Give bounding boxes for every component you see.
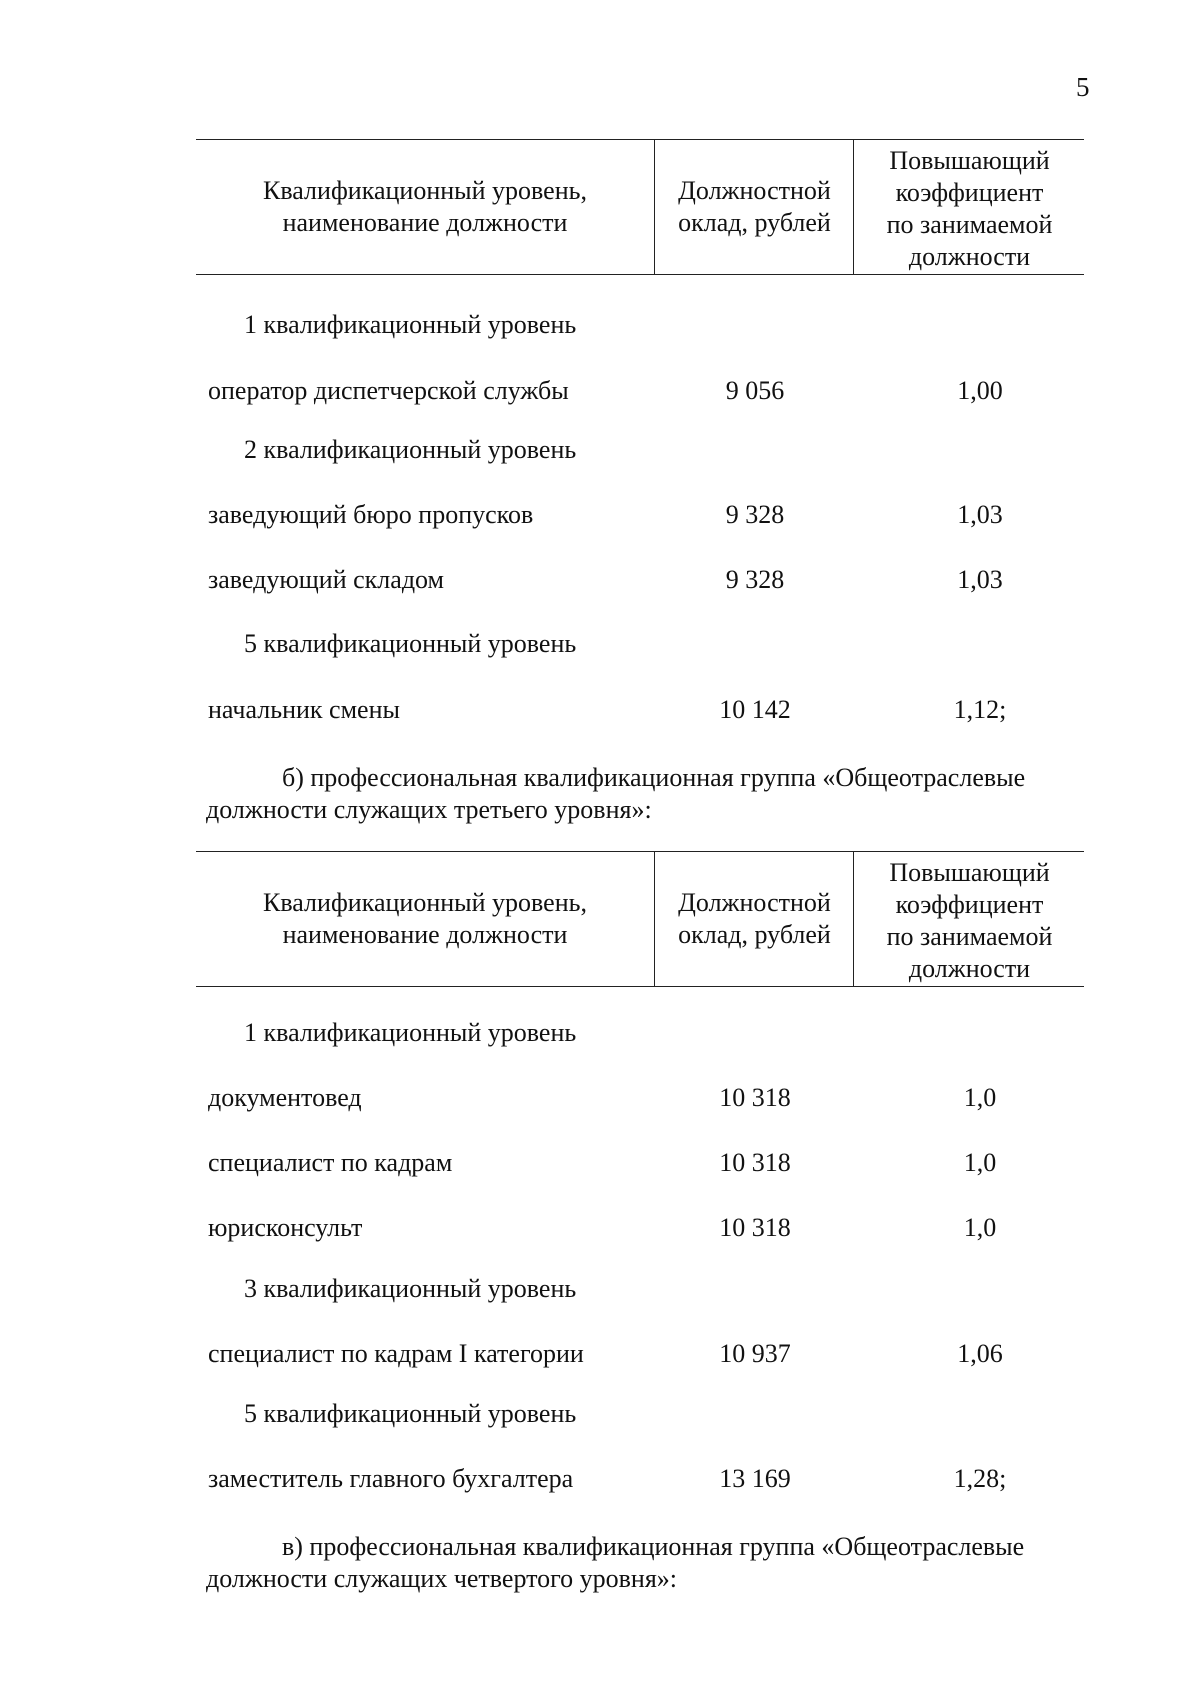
position-name: заведующий бюро пропусков bbox=[208, 500, 534, 529]
salary-value: 10 318 bbox=[719, 1148, 791, 1177]
table-row bbox=[0, 563, 1200, 597]
qualification-level: 1 квалификационный уровень bbox=[244, 310, 577, 339]
header-divider bbox=[654, 139, 655, 275]
table-row bbox=[0, 1146, 1200, 1180]
coefficient-value: 1,0 bbox=[963, 1148, 997, 1177]
header-divider bbox=[853, 139, 854, 275]
table1-header bbox=[196, 139, 1084, 275]
salary-value: 13 169 bbox=[719, 1464, 791, 1493]
coefficient-value: 1,0 bbox=[963, 1083, 997, 1112]
header-col-salary: Должностной оклад, рублей bbox=[678, 176, 831, 237]
table-row bbox=[0, 1462, 1200, 1496]
coefficient-value: 1,06 bbox=[957, 1339, 1003, 1368]
qualification-level: 5 квалификационный уровень bbox=[244, 1399, 577, 1428]
header-divider bbox=[654, 851, 655, 987]
header-col-salary: Должностной оклад, рублей bbox=[678, 888, 831, 949]
qualification-level: 2 квалификационный уровень bbox=[244, 435, 577, 464]
position-name: документовед bbox=[208, 1083, 362, 1112]
salary-value: 10 318 bbox=[719, 1213, 791, 1242]
coefficient-value: 1,0 bbox=[963, 1213, 997, 1242]
position-name: заведующий складом bbox=[208, 565, 445, 594]
salary-value: 10 142 bbox=[719, 695, 791, 724]
table2-header bbox=[196, 851, 1084, 987]
coefficient-value: 1,12; bbox=[953, 695, 1007, 724]
table-row bbox=[0, 693, 1200, 727]
salary-value: 9 328 bbox=[725, 500, 785, 529]
qualification-level: 3 квалификационный уровень bbox=[244, 1274, 577, 1303]
position-name: специалист по кадрам bbox=[208, 1148, 453, 1177]
salary-value: 10 937 bbox=[719, 1339, 791, 1368]
header-col-coefficient: Повышающий коэффициент по занимаемой должности bbox=[886, 146, 1053, 271]
coefficient-value: 1,00 bbox=[957, 376, 1003, 405]
table-row bbox=[0, 1337, 1200, 1371]
table-row bbox=[0, 374, 1200, 408]
table-row bbox=[0, 1211, 1200, 1245]
table-row bbox=[0, 498, 1200, 532]
header-col-position: Квалификационный уровень, наименование должности bbox=[263, 176, 587, 237]
header-divider bbox=[853, 851, 854, 987]
qualification-level: 1 квалификационный уровень bbox=[244, 1018, 577, 1047]
paragraph-group-b: б) профессиональная квалификационная группа «Общеотраслевые должности служащих третьего уровня»: bbox=[206, 763, 1026, 824]
header-col-position: Квалификационный уровень, наименование должности bbox=[263, 888, 587, 949]
header-col-coefficient: Повышающий коэффициент по занимаемой должности bbox=[886, 858, 1053, 983]
table-row bbox=[0, 1081, 1200, 1115]
coefficient-value: 1,03 bbox=[957, 500, 1003, 529]
salary-value: 9 056 bbox=[725, 376, 785, 405]
position-name: оператор диспетчерской службы bbox=[208, 376, 569, 405]
position-name: заместитель главного бухгалтера bbox=[208, 1464, 574, 1493]
qualification-level: 5 квалификационный уровень bbox=[244, 629, 577, 658]
position-name: специалист по кадрам I категории bbox=[208, 1339, 584, 1368]
page-number: 5 bbox=[1076, 72, 1090, 102]
salary-value: 9 328 bbox=[725, 565, 785, 594]
paragraph-group-v: в) профессиональная квалификационная группа «Общеотраслевые должности служащих четвертого уровня»: bbox=[206, 1532, 1025, 1593]
position-name: начальник смены bbox=[208, 695, 400, 724]
salary-value: 10 318 bbox=[719, 1083, 791, 1112]
coefficient-value: 1,03 bbox=[957, 565, 1003, 594]
position-name: юрисконсульт bbox=[208, 1213, 363, 1242]
coefficient-value: 1,28; bbox=[953, 1464, 1007, 1493]
